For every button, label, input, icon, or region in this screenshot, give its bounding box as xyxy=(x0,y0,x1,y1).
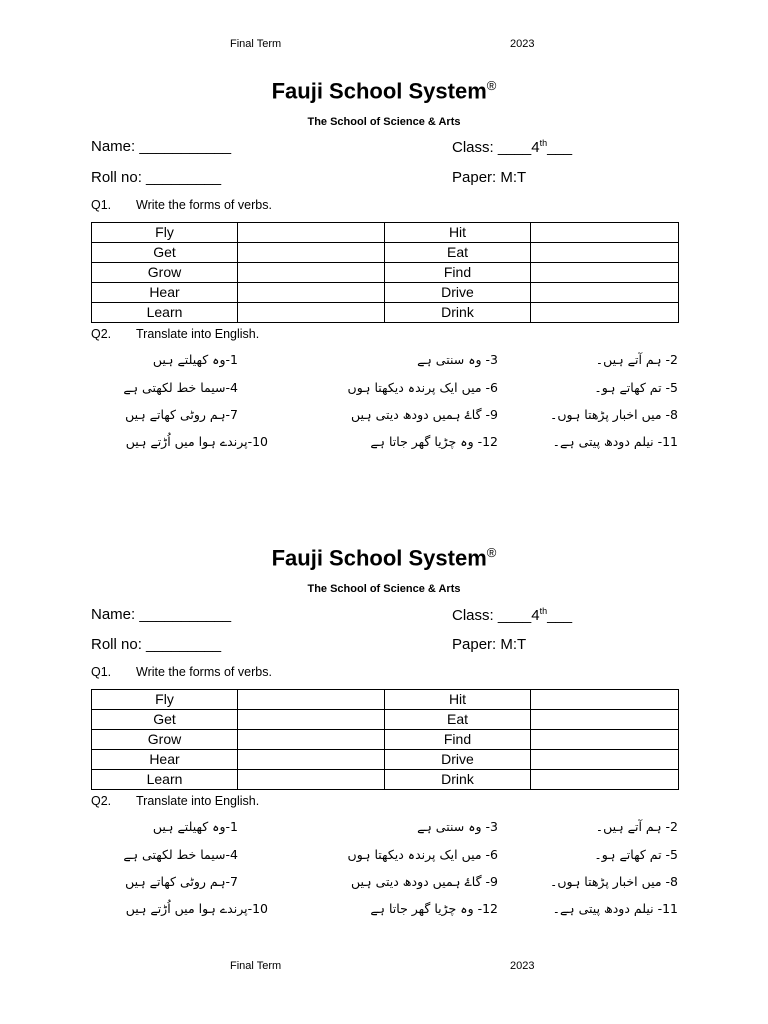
answer-cell xyxy=(531,730,679,750)
urdu-sentence: 8- میں اخبار پڑھتا ہوں۔ xyxy=(550,874,678,889)
q2-number: Q2. xyxy=(91,327,112,341)
table-row xyxy=(92,243,679,263)
table-row xyxy=(92,263,679,283)
question-2 xyxy=(91,794,259,808)
urdu-sentence: 11- نیلم دودھ پیتی ہے۔ xyxy=(552,901,678,916)
answer-cell xyxy=(238,770,385,790)
urdu-sentence: 12- وہ چڑیا گھر جاتا ہے xyxy=(370,434,498,449)
registered-mark: ® xyxy=(486,545,497,560)
answer-cell xyxy=(531,750,679,770)
urdu-sentence: 2- ہم آتے ہیں۔ xyxy=(595,352,678,367)
answer-cell xyxy=(531,710,679,730)
q1-number: Q1. xyxy=(91,665,112,679)
verb-cell: Hear xyxy=(92,283,238,303)
answer-cell xyxy=(531,243,679,263)
answer-cell xyxy=(238,283,385,303)
table-row xyxy=(92,283,679,303)
verb-cell: Learn xyxy=(92,303,238,323)
footer-exam-label: Final Term xyxy=(230,960,282,972)
verb-cell: Eat xyxy=(385,710,531,730)
answer-cell xyxy=(238,223,385,243)
answer-cell xyxy=(238,263,385,283)
question-2 xyxy=(91,327,259,341)
class-field xyxy=(452,138,572,156)
class-value: 4 xyxy=(531,607,540,624)
school-name: Fauji School System xyxy=(271,78,487,104)
answer-cell xyxy=(238,750,385,770)
table-row xyxy=(92,730,679,750)
verb-cell: Eat xyxy=(385,243,531,263)
school-tagline: The School of Science & Arts xyxy=(307,116,461,128)
verb-cell: Hear xyxy=(92,750,238,770)
urdu-sentence: 5- تم کھاتے ہو۔ xyxy=(594,380,678,395)
page-header xyxy=(0,38,768,54)
question-1 xyxy=(91,665,272,679)
verb-cell: Drive xyxy=(385,750,531,770)
name-field: Name: ___________ xyxy=(91,138,232,155)
answer-cell xyxy=(531,770,679,790)
sentence-row xyxy=(88,380,678,402)
urdu-sentence: 3- وہ سنتی ہے xyxy=(417,352,498,367)
answer-cell xyxy=(238,690,385,710)
school-tagline: The School of Science & Arts xyxy=(307,583,461,595)
sentence-row xyxy=(88,352,678,374)
name-field: Name: ___________ xyxy=(91,606,232,623)
verb-cell: Drink xyxy=(385,770,531,790)
school-title xyxy=(0,78,768,104)
verb-cell: Drink xyxy=(385,303,531,323)
verb-cell: Get xyxy=(92,243,238,263)
class-underline: ___ xyxy=(547,607,573,624)
question-1 xyxy=(91,198,272,212)
sentence-row xyxy=(88,819,678,841)
verb-cell: Hit xyxy=(385,223,531,243)
class-value: 4 xyxy=(531,139,540,156)
header-year: 2023 xyxy=(510,38,535,50)
urdu-sentence: 7-ہم روٹی کھاتے ہیں xyxy=(125,407,238,422)
table-row xyxy=(92,770,679,790)
urdu-sentence: 9- گاۓ ہمیں دودھ دیتی ہیں xyxy=(351,407,498,422)
urdu-sentence: 5- تم کھاتے ہو۔ xyxy=(594,847,678,862)
verb-cell: Fly xyxy=(92,690,238,710)
sentence-row xyxy=(88,407,678,429)
urdu-sentence: 1-وہ کھیلتے ہیں xyxy=(152,352,238,367)
urdu-sentence: 2- ہم آتے ہیں۔ xyxy=(595,819,678,834)
verb-cell: Hit xyxy=(385,690,531,710)
verb-cell: Get xyxy=(92,710,238,730)
verb-cell: Find xyxy=(385,730,531,750)
verb-cell: Drive xyxy=(385,283,531,303)
table-row xyxy=(92,303,679,323)
page-footer xyxy=(0,960,768,976)
q1-text: Write the forms of verbs. xyxy=(136,198,272,212)
answer-cell xyxy=(531,263,679,283)
class-suffix: th xyxy=(539,138,548,148)
urdu-sentence: 6- میں ایک پرندہ دیکھتا ہوں xyxy=(347,380,498,395)
verb-cell: Grow xyxy=(92,730,238,750)
answer-cell xyxy=(531,690,679,710)
worksheet-copy-2 xyxy=(0,545,768,985)
urdu-sentence: 11- نیلم دودھ پیتی ہے۔ xyxy=(552,434,678,449)
urdu-sentence: 3- وہ سنتی ہے xyxy=(417,819,498,834)
sentence-row xyxy=(88,874,678,896)
verb-cell: Grow xyxy=(92,263,238,283)
urdu-sentence: 12- وہ چڑیا گھر جاتا ہے xyxy=(370,901,498,916)
table-row xyxy=(92,750,679,770)
header-exam-label: Final Term xyxy=(230,38,282,50)
urdu-sentence: 4-سیما خط لکھتی ہے xyxy=(123,847,238,862)
class-label: Class: ____ xyxy=(452,607,532,624)
roll-no-field: Roll no: _________ xyxy=(91,636,222,653)
urdu-sentence: 10-پرندے ہوا میں اُڑتے ہیں xyxy=(125,901,268,916)
table-row xyxy=(92,710,679,730)
urdu-sentence: 1-وہ کھیلتے ہیں xyxy=(152,819,238,834)
urdu-sentence: 8- میں اخبار پڑھتا ہوں۔ xyxy=(550,407,678,422)
paper-field: Paper: M:T xyxy=(452,169,527,186)
sentence-row xyxy=(88,434,678,456)
answer-cell xyxy=(238,710,385,730)
urdu-sentence: 10-پرندے ہوا میں اُڑتے ہیں xyxy=(125,434,268,449)
q1-text: Write the forms of verbs. xyxy=(136,665,272,679)
verb-cell: Learn xyxy=(92,770,238,790)
school-title xyxy=(0,545,768,571)
verb-forms-table xyxy=(91,689,679,790)
verb-cell: Find xyxy=(385,263,531,283)
worksheet-copy-1 xyxy=(0,78,768,518)
verb-cell: Fly xyxy=(92,223,238,243)
answer-cell xyxy=(238,303,385,323)
urdu-sentence: 9- گاۓ ہمیں دودھ دیتی ہیں xyxy=(351,874,498,889)
urdu-sentence: 4-سیما خط لکھتی ہے xyxy=(123,380,238,395)
registered-mark: ® xyxy=(486,78,497,93)
table-row xyxy=(92,223,679,243)
urdu-sentence: 6- میں ایک پرندہ دیکھتا ہوں xyxy=(347,847,498,862)
answer-cell xyxy=(238,730,385,750)
urdu-sentence: 7-ہم روٹی کھاتے ہیں xyxy=(125,874,238,889)
roll-no-field: Roll no: _________ xyxy=(91,169,222,186)
verb-forms-table xyxy=(91,222,679,323)
q2-text: Translate into English. xyxy=(136,794,260,808)
answer-cell xyxy=(531,283,679,303)
paper-field: Paper: M:T xyxy=(452,636,527,653)
school-name: Fauji School System xyxy=(271,545,487,571)
q2-number: Q2. xyxy=(91,794,112,808)
table-row xyxy=(92,690,679,710)
answer-cell xyxy=(531,303,679,323)
q2-text: Translate into English. xyxy=(136,327,260,341)
class-label: Class: ____ xyxy=(452,139,532,156)
sentence-row xyxy=(88,847,678,869)
answer-cell xyxy=(238,243,385,263)
answer-cell xyxy=(531,223,679,243)
class-field xyxy=(452,606,572,624)
footer-year: 2023 xyxy=(510,960,535,972)
class-underline: ___ xyxy=(547,139,573,156)
q1-number: Q1. xyxy=(91,198,112,212)
class-suffix: th xyxy=(539,606,548,616)
sentence-row xyxy=(88,901,678,923)
